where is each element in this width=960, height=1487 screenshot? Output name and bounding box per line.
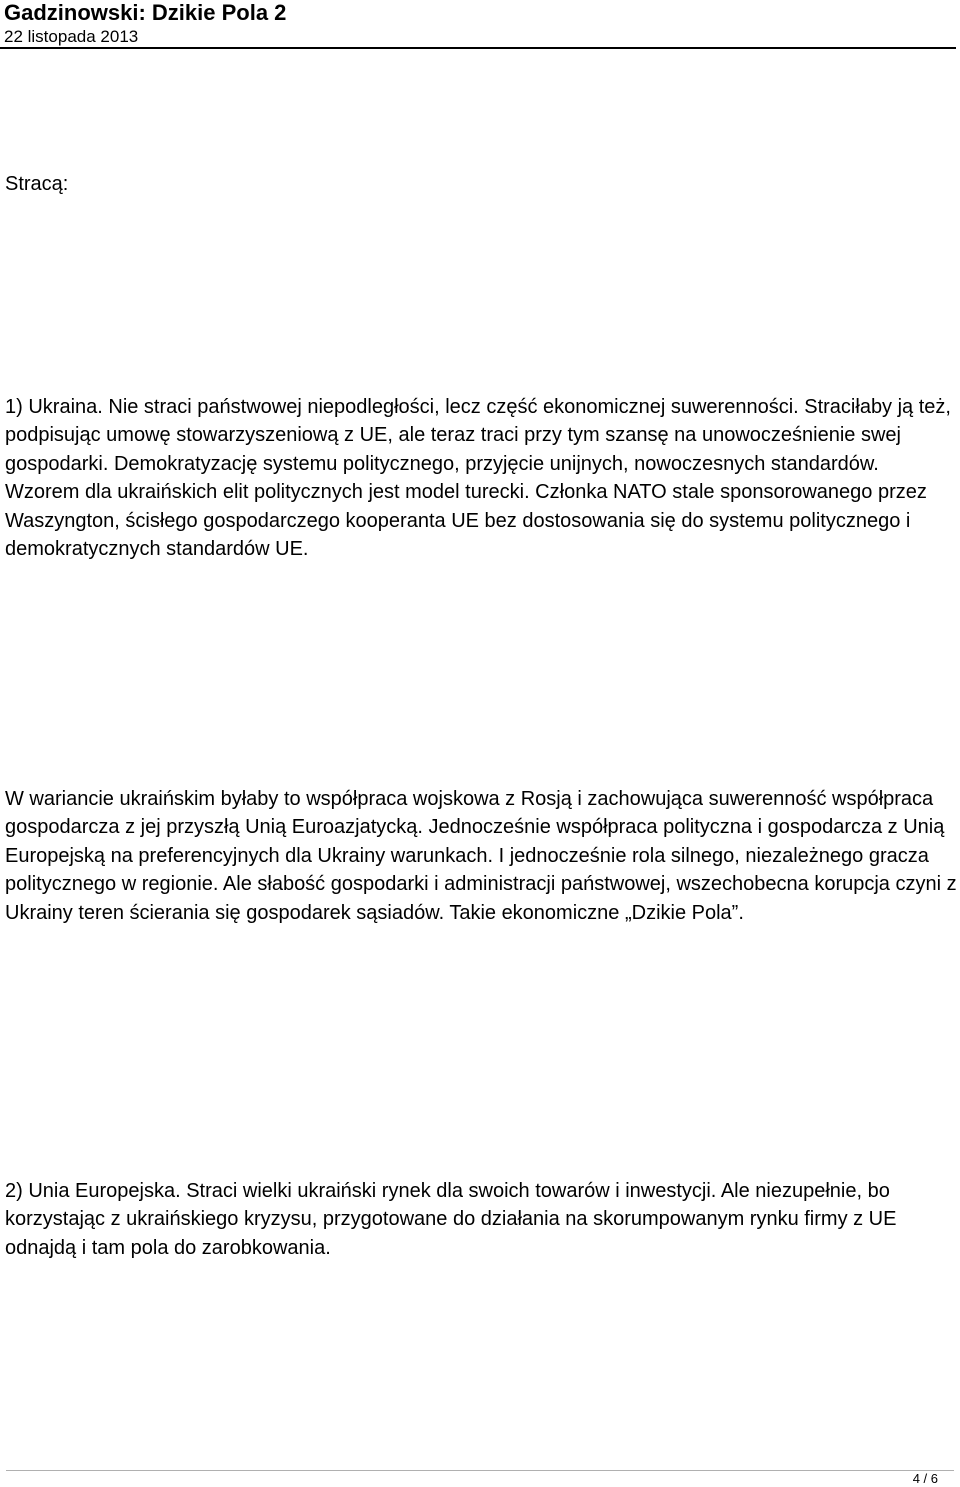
document-header <box>4 0 956 48</box>
paragraph-unia-europejska: 2) Unia Europejska. Straci wielki ukraiński rynek dla swoich towarów i inwestycji. Ale niezupełnie, bo korzystając z ukraińskiego kryzysu, przygotowane do działania na skorumpowanym rynku firmy z UE odnajdą i tam pola do zarobkowania. <box>5 1180 897 1259</box>
header-divider <box>0 47 956 49</box>
paragraph-wariant-ukrainski: W wariancie ukraińskim byłaby to współpraca wojskowa z Rosją i zachowująca suwerenność współpraca gospodarcza z jej przyszłą Unią Euroazjatycką. Jednocześnie współpraca polityczna i gospodarcza z Unią Europejską na preferencyjnych dla Ukrainy warunkach. I jednocześnie rola silnego, niezależnego gracza politycznego w regionie. Ale słabość gospodarki i administracji państwowej, wszechobecna korupcja czyni z Ukrainy teren ścierania się gospodarek sąsiadów. Takie ekonomiczne „Dzikie Pola”. <box>5 788 957 924</box>
page-number: 4 / 6 <box>912 1471 938 1486</box>
footer-divider <box>6 1470 954 1471</box>
document-date: 22 listopada 2013 <box>4 27 139 46</box>
document-title: Gadzinowski: Dzikie Pola 2 <box>4 0 287 25</box>
section-heading: Stracą: <box>5 173 69 195</box>
paragraph-ukraina: 1) Ukraina. Nie straci państwowej niepodległości, lecz część ekonomicznej suwerenności. Straciłaby ją też, podpisując umowę stowarzyszeniową z UE, ale teraz traci przy tym szansę na unowocześnienie swej gospodarki. Demokratyzację systemu politycznego, przyjęcie unijnych, nowoczesnych standardów. Wzorem dla ukraińskich elit politycznych jest model turecki. Członka NATO stale sponsorowanego przez Waszyngton, ścisłego gospodarczego kooperanta UE bez dostosowania się do systemu politycznego i demokratycznych standardów UE. <box>5 396 951 561</box>
